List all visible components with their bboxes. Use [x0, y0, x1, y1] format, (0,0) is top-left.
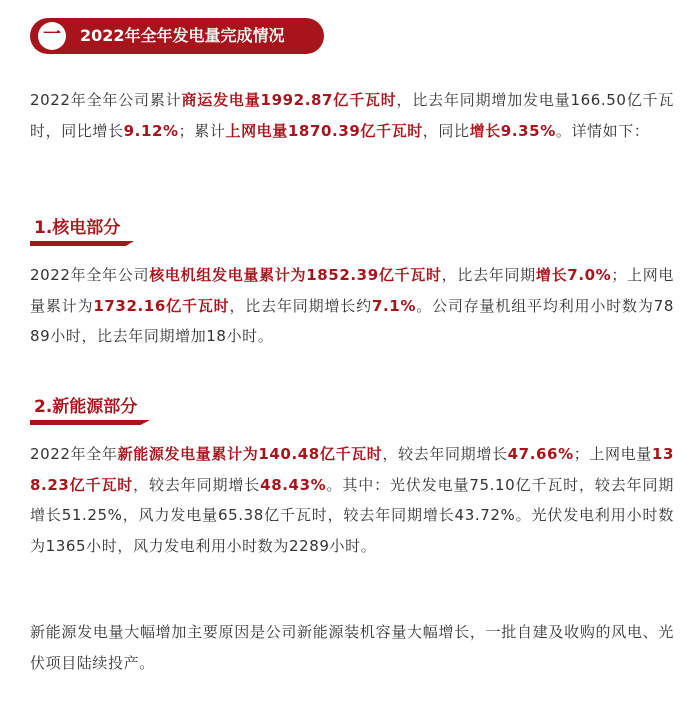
highlighted-figure: 增长7.0%: [535, 266, 612, 284]
nuclear-heading-label: 1.核电部分: [34, 218, 121, 238]
body-text: ，同比: [422, 121, 470, 140]
body-text: ，比去年同期: [441, 266, 536, 284]
banner-number-badge: 一: [38, 22, 66, 50]
body-text: 。其中：光伏发电量75.10亿千瓦时，较去年同期增长51.25%，风力发电量65.38亿千瓦时，较去年同期增长43.72%。光伏发电利用小时数为1365小时，风力发电利用小时数为2289小时。: [30, 475, 675, 555]
body-text: 。公司存量机组平均利用小时数为7889小时，比去年同期增加18小时。: [30, 296, 674, 345]
body-text: ，较去年同期增长: [382, 445, 508, 463]
body-text: ；上网电量: [573, 445, 652, 463]
highlighted-figure: 上网电量1870.39亿千瓦时: [225, 121, 423, 140]
highlighted-figure: 7.1%: [371, 296, 416, 315]
highlighted-figure: 48.43%: [260, 475, 327, 494]
body-text: 2022年全年公司累计: [30, 91, 182, 109]
renewable-heading-label: 2.新能源部分: [34, 397, 138, 417]
highlighted-figure: 增长9.35%: [469, 121, 556, 140]
body-text: ；上网电量累计为: [30, 266, 675, 315]
body-text: 2022年全年公司: [30, 266, 150, 284]
body-text: ；累计: [178, 121, 226, 140]
highlighted-figure: 9.12%: [123, 121, 179, 140]
highlighted-figure: 商运发电量1992.87亿千瓦时: [181, 91, 397, 109]
section-banner: [30, 18, 324, 54]
renewable-section-heading: [30, 393, 150, 425]
nuclear-section-heading: [30, 214, 134, 246]
intro-paragraph: [30, 85, 674, 146]
highlighted-figure: 47.66%: [507, 445, 574, 463]
renewable-note-paragraph: 新能源发电量大幅增加主要原因是公司新能源装机容量大幅增长，一批自建及收购的风电、光伏项目陆续投产。: [30, 623, 674, 672]
banner-title: 2022年全年发电量完成情况: [80, 26, 285, 45]
highlighted-figure: 138.23亿千瓦时: [30, 445, 674, 494]
body-text: ，比去年同期增加发电量166.50亿千瓦时，同比增长: [30, 91, 674, 140]
renewable-paragraph: [30, 439, 674, 561]
highlighted-figure: 核电机组发电量累计为1852.39亿千瓦时: [149, 266, 442, 284]
body-text: ，较去年同期增长: [133, 475, 261, 494]
body-text: 2022年全年: [30, 445, 118, 463]
body-text: 。详情如下：: [555, 121, 650, 140]
highlighted-figure: 新能源发电量累计为140.48亿千瓦时: [117, 445, 383, 463]
nuclear-paragraph: [30, 260, 674, 352]
body-text: ，比去年同期增长约: [229, 296, 372, 315]
highlighted-figure: 1732.16亿千瓦时: [93, 296, 230, 315]
